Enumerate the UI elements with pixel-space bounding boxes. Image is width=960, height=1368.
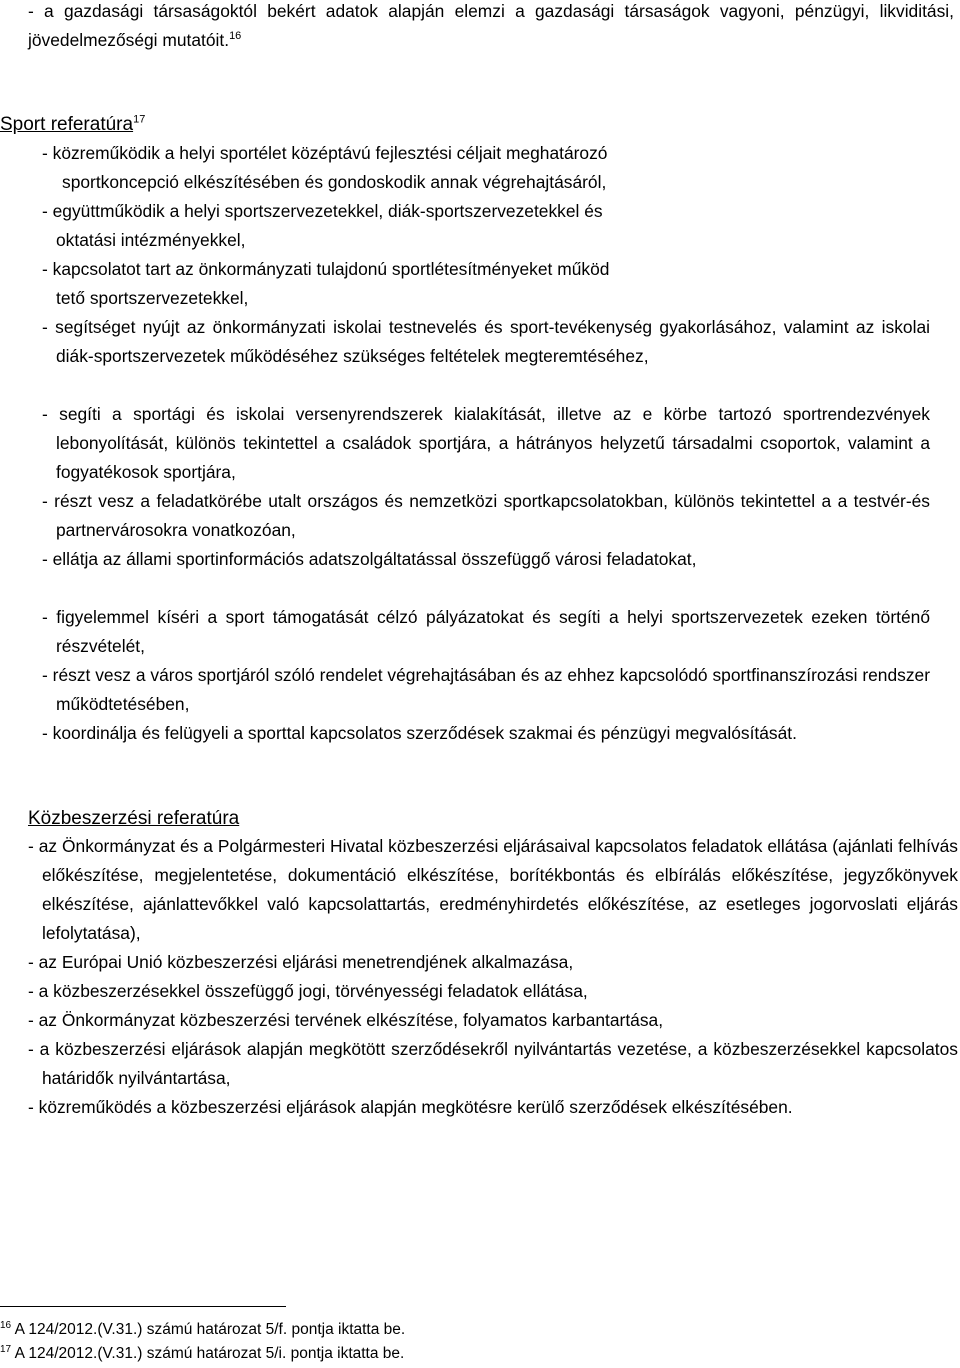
footnote-16-number: 16: [0, 1319, 12, 1331]
kozbeszerzes-item-5: - a közbeszerzési eljárások alapján megkötött szerződésekről nyilvántartás vezetése, a közbeszerzésekkel kapcsolatos határidők nyilvántartása,: [28, 1039, 958, 1088]
sport-item-3a: - kapcsolatot tart az önkormányzati tulajdonú sportlétesítményeket működ: [42, 259, 610, 279]
intro-text: - a gazdasági társaságoktól bekért adatok alapján elemzi a gazdasági társaságok vagyoni, pénzügyi, likviditási, jövedelmezőségi mutatóit.: [28, 1, 954, 50]
kozbeszerzes-item-3: - a közbeszerzésekkel összefüggő jogi, törvényességi feladatok ellátása,: [28, 981, 588, 1001]
footnote-16: [0, 1318, 960, 1342]
sport-item-1b: sportkoncepció elkészítésében és gondoskodik annak végrehajtásáról,: [62, 172, 607, 192]
kozbeszerzes-item-1: - az Önkormányzat és a Polgármesteri Hivatal közbeszerzési eljárásaival kapcsolatos feladatok ellátása (ajánlati felhívás előkészítése, megjelentetése, dokumentáció elkészítése, borítékbontás és elbírálás előkészítése, jegyzőkönyvek elkészítése, ajánlattevőkkel való kapcsolattartás, eredményhirdetés előkészítése, az esetleges jogorvoslati eljárás lefolytatása),: [28, 836, 958, 943]
footnote-divider: [0, 1306, 286, 1307]
kozbeszerzes-heading: Közbeszerzési referatúra: [28, 808, 240, 829]
sport-item-4: - segítséget nyújt az önkormányzati iskolai testnevelés és sport-tevékenység gyakorlásához, valamint az iskolai diák-sportszervezetek működéséhez szükséges feltételek megteremtéséhez,: [42, 317, 930, 366]
sport-item-1a: - közreműködik a helyi sportélet középtávú fejlesztési céljait meghatározó: [42, 143, 608, 163]
sport-item-3b: tető sportszervezetekkel,: [56, 288, 249, 308]
kozbeszerzes-item-2: - az Európai Unió közbeszerzési eljárási menetrendjének alkalmazása,: [28, 952, 574, 972]
sport-item-8: - figyelemmel kíséri a sport támogatását célzó pályázatokat és segíti a helyi sportszervezetek ezeken történő részvételét,: [42, 607, 930, 656]
sport-heading: Sport referatúra: [0, 114, 134, 135]
sport-item-9: - részt vesz a város sportjáról szóló rendelet végrehajtásában és az ehhez kapcsolódó sportfinanszírozási rendszer működtetésében,: [42, 665, 930, 714]
intro-paragraph: [28, 0, 954, 55]
kozbeszerzes-heading-row: [28, 804, 960, 833]
sport-item-6: - részt vesz a feladatkörébe utalt országos és nemzetközi sportkapcsolatokban, különös tekintettel a a testvér-és partnervárosokra vonatkozóan,: [42, 491, 930, 540]
sport-item-10: - koordinálja és felügyeli a sporttal kapcsolatos szerződések szakmai és pénzügyi megvalósítását.: [42, 723, 797, 743]
footnote-ref-17: 17: [133, 113, 146, 126]
sport-item-7: - ellátja az állami sportinformációs adatszolgáltatással összefüggő városi feladatokat,: [42, 549, 697, 569]
sport-list: [42, 139, 954, 313]
kozbeszerzes-item-4: - az Önkormányzat közbeszerzési tervének elkészítése, folyamatos karbantartása,: [28, 1010, 664, 1030]
footnote-17-text: A 124/2012.(V.31.) számú határozat 5/i. pontja iktatta be.: [14, 1345, 405, 1362]
kozbeszerzes-item-6: - közreműködés a közbeszerzési eljárások alapján megkötésre kerülő szerződések elkészítésében.: [28, 1097, 793, 1117]
sport-item-2a: - együttműködik a helyi sportszervezetekkel, diák-sportszervezetekkel és: [42, 201, 603, 221]
sport-heading-row: [0, 110, 960, 139]
footnote-16-text: A 124/2012.(V.31.) számú határozat 5/f. pontja iktatta be.: [14, 1321, 406, 1338]
footnote-ref-16: 16: [229, 30, 242, 43]
sport-item-2b: oktatási intézményekkel,: [56, 230, 246, 250]
footnote-17-number: 17: [0, 1343, 12, 1355]
sport-item-5: - segíti a sportági és iskolai versenyrendszerek kialakítását, illetve az e körbe tartozó sportrendezvények lebonyolítását, különös tekintettel a családok sportjára, a hátrányos helyzetű társadalmi csoportok, valamint a fogyatékosok sportjára,: [42, 404, 930, 482]
footnote-17: [0, 1342, 960, 1366]
